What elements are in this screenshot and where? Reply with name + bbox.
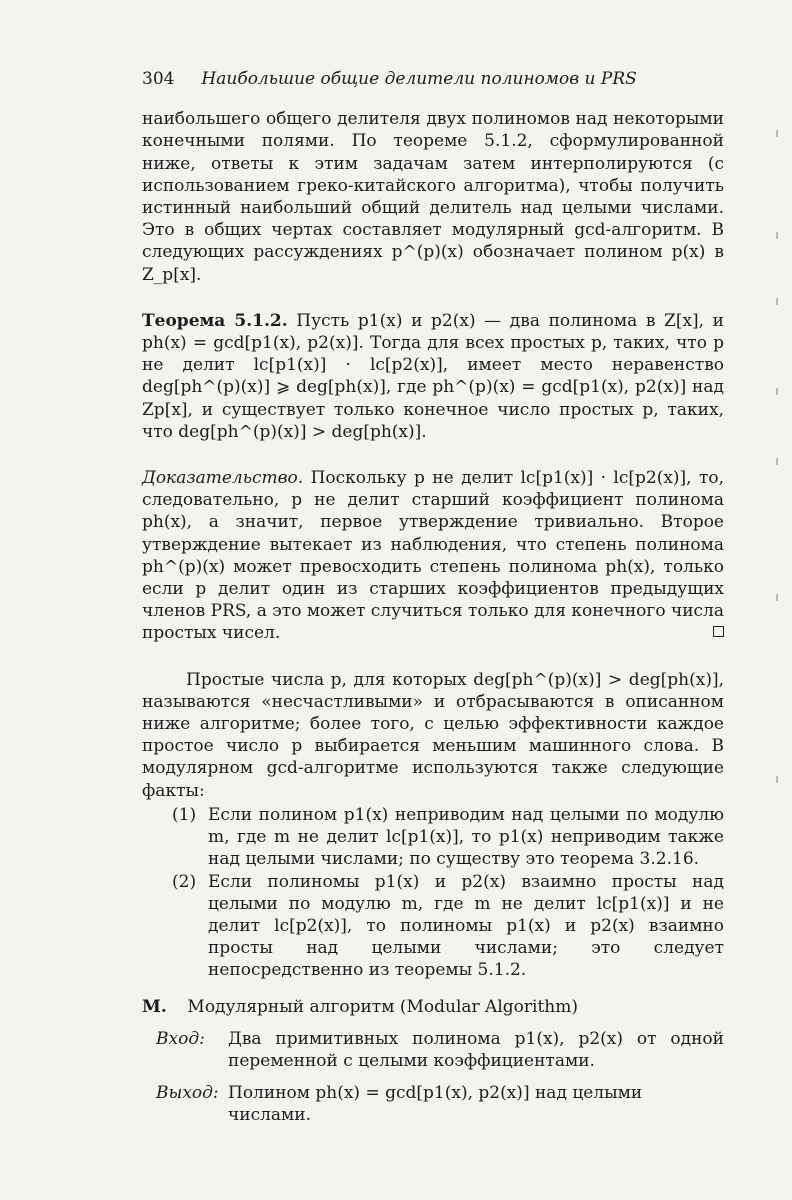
- facts-list: [142, 804, 724, 982]
- proof-title: Доказательство.: [142, 468, 304, 489]
- input-text: Два примитивных полинома p1(x), p2(x) от одной переменной с целыми коэффициентами.: [228, 1028, 724, 1071]
- margin-mark: [776, 130, 778, 137]
- algorithm-output: [156, 1082, 724, 1126]
- list-item: [172, 804, 724, 871]
- input-label: Вход:: [156, 1028, 205, 1049]
- algorithm-title: Модулярный алгоритм (Modular Algorithm): [187, 996, 578, 1017]
- list-item: [172, 871, 724, 982]
- theorem-text: Пусть p1(x) и p2(x) — два полинома в Z[x], и ph(x) = gcd[p1(x), p2(x)]. Тогда для всех простых p, таких, что p не делит lc[p1(x)] · lc[p2(x)], имеет место неравенство deg[ph^(p)(x)] ⩾ deg[ph(x)], где ph^(p)(x) = gcd[p1(x), p2(x)] над Zp[x], и существует только конечное число простых p, таких, что deg[ph^(p)(x)] > deg[ph(x)].: [142, 310, 725, 442]
- margin-mark: [776, 458, 778, 465]
- page-content: [142, 68, 724, 1127]
- theorem-block: [142, 310, 724, 443]
- margin-mark: [776, 776, 778, 783]
- margin-mark: [776, 388, 778, 395]
- running-title: Наибольшие общие делители полиномов и PRS: [201, 69, 637, 89]
- list-item-number: (1): [172, 804, 197, 825]
- output-text: Полином ph(x) = gcd[p1(x), p2(x)] над целыми числами.: [228, 1083, 643, 1126]
- theorem-title: Теорема 5.1.2.: [142, 310, 288, 331]
- after-proof-paragraph: Простые числа p, для которых deg[ph^(p)(x)] > deg[ph(x)], называются «несчастливыми» и отбрасываются в описанном ниже алгоритме; более того, с целью эффективности каждое простое число p выбирается меньшим машинного слова. В модулярном gcd-алгоритме используются также следующие факты:: [142, 669, 724, 801]
- list-item-text: Если полином p1(x) неприводим над целыми по модулю m, где m не делит lc[p1(x)], то p1(x) неприводим также над целыми числами; по существу это теорема 3.2.16.: [208, 804, 724, 870]
- algorithm-letter: M.: [142, 996, 167, 1017]
- algorithm-input: [156, 1028, 724, 1072]
- proof-block: [142, 467, 724, 645]
- qed-square-icon: [713, 626, 724, 637]
- page-header: [142, 68, 724, 90]
- list-item-number: (2): [172, 871, 197, 892]
- page-number: 304: [142, 69, 175, 89]
- proof-text: Поскольку p не делит lc[p1(x)] · lc[p2(x)], то, следовательно, p не делит старший коэффициент полинома ph(x), а значит, первое утверждение тривиально. Второе утверждение вытекает из наблюдения, что степень полинома ph^(p)(x) может превосходить степень полинома ph(x), только если p делит один из старших коэффициентов предыдущих членов PRS, а это может случиться только для конечного числа простых чисел.: [142, 468, 724, 644]
- list-item-text: Если полиномы p1(x) и p2(x) взаимно просты над целыми по модулю m, где m не делит lc[p1(x)] и не делит lc[p2(x)], то полиномы p1(x) и p2(x) взаимно просты над целыми числами; это следует непосредственно из теоремы 5.1.2.: [208, 871, 724, 981]
- output-label: Выход:: [156, 1083, 219, 1104]
- margin-mark: [776, 298, 778, 305]
- margin-mark: [776, 594, 778, 601]
- margin-mark: [776, 232, 778, 239]
- intro-paragraph: наибольшего общего делителя двух полиномов над некоторыми конечными полями. По теореме 5.1.2, сформулированной ниже, ответы к этим задачам затем интерполируются (с использованием греко-китайского алгоритма), чтобы получить истинный наибольший общий делитель над целыми числами. Это в общих чертах составляет модулярный gcd-алгоритм. В следующих рассуждениях p^(p)(x) обозначает полином p(x) в Z_p[x].: [142, 109, 724, 285]
- algorithm-heading: [142, 996, 724, 1018]
